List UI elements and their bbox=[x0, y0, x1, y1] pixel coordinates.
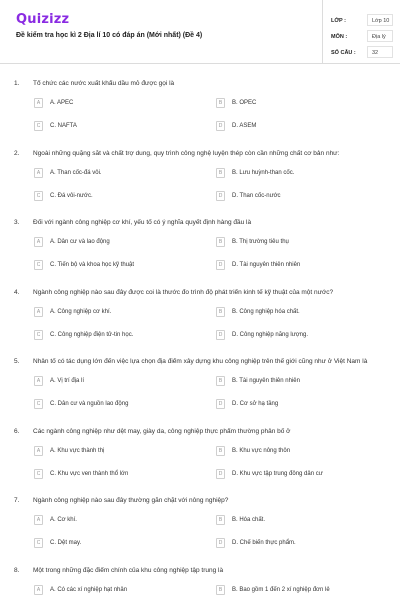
page-header bbox=[0, 0, 400, 64]
option-letter-box: A bbox=[34, 376, 43, 386]
option-text: A. Có các xí nghiệp hạt nhân bbox=[50, 587, 128, 593]
option-letter-box: C bbox=[34, 538, 43, 548]
option-letter-box: B bbox=[216, 98, 225, 108]
option-letter-box: C bbox=[34, 191, 43, 201]
option-text: A. Vị trí địa lí bbox=[50, 378, 85, 384]
question-text: Ngành công nghiệp nào sau đây thường gắn chặt với nông nghiệp? bbox=[33, 497, 229, 504]
option-text: D. Than cốc-nước bbox=[232, 193, 281, 199]
option-letter-box: B bbox=[216, 446, 225, 456]
meta-subject-label: MÔN : bbox=[331, 34, 348, 40]
option-letter-box: A bbox=[34, 307, 43, 317]
meta-count-label: SỐ CÂU : bbox=[331, 50, 356, 56]
option-letter-box: A bbox=[34, 98, 43, 108]
option-letter-box: D bbox=[216, 399, 225, 409]
option-text: B. Tài nguyên thiên nhiên bbox=[232, 378, 300, 384]
option-text: C. NAFTA bbox=[50, 123, 77, 129]
option-letter-box: C bbox=[34, 260, 43, 270]
option-letter-box: C bbox=[34, 330, 43, 340]
option-letter-box: D bbox=[216, 121, 225, 131]
question-text: Tổ chức các nước xuất khẩu dầu mỏ được gọi là bbox=[33, 80, 175, 87]
option-letter-box: D bbox=[216, 330, 225, 340]
option-text: B. OPEC bbox=[232, 100, 257, 106]
document-title: Đề kiểm tra học kì 2 Địa lí 10 có đáp án (Mới nhất) (Đề 4) bbox=[16, 32, 203, 39]
meta-subject bbox=[331, 30, 397, 44]
option-text: B. Bao gồm 1 đến 2 xí nghiệp đơn lẻ bbox=[232, 587, 330, 593]
option-letter-box: D bbox=[216, 260, 225, 270]
option-letter-box: A bbox=[34, 446, 43, 456]
question-text: Ngành công nghiệp nào sau đây được coi là thước đo trình độ phát triển kinh tế kỹ thuật của một nước? bbox=[33, 289, 334, 296]
question-number: 3. bbox=[14, 219, 20, 226]
option-text: A. Cơ khí. bbox=[50, 517, 77, 523]
option-letter-box: A bbox=[34, 515, 43, 525]
option-text: C. Dệt may. bbox=[50, 540, 82, 546]
option-text: A. Công nghiệp cơ khí. bbox=[50, 309, 112, 315]
option-text: D. Tài nguyên thiên nhiên bbox=[232, 262, 301, 268]
option-text: C. Công nghiệp điện tử-tin học. bbox=[50, 332, 134, 338]
option-text: A. Than cốc-đá vôi. bbox=[50, 170, 102, 176]
option-letter-box: B bbox=[216, 515, 225, 525]
option-text: A. Dân cư và lao động bbox=[50, 239, 110, 245]
question-number: 8. bbox=[14, 567, 20, 574]
option-letter-box: B bbox=[216, 168, 225, 178]
option-letter-box: B bbox=[216, 237, 225, 247]
option-text: B. Thị trường tiêu thụ bbox=[232, 239, 289, 245]
question-number: 6. bbox=[14, 428, 20, 435]
question-text: Một trong những đặc điểm chính của khu công nghiệp tập trung là bbox=[33, 567, 224, 574]
option-letter-box: C bbox=[34, 399, 43, 409]
question-number: 5. bbox=[14, 358, 20, 365]
option-text: D. ASEM bbox=[232, 123, 257, 129]
option-text: B. Hóa chất. bbox=[232, 517, 266, 523]
question-text: Các ngành công nghiệp như dệt may, giày da, công nghiệp thực phẩm thường phân bố ở bbox=[33, 428, 291, 435]
meta-panel bbox=[322, 0, 400, 64]
question-number: 1. bbox=[14, 80, 20, 87]
option-text: B. Lưu huỳnh-than cốc. bbox=[232, 170, 295, 176]
option-text: C. Đá vôi-nước. bbox=[50, 193, 93, 199]
option-text: D. Khu vực tập trung đông dân cư bbox=[232, 471, 323, 477]
meta-count-value: 32 bbox=[367, 46, 393, 58]
question-text: Nhân tố có tác dụng lớn đến việc lựa chọn địa điểm xây dựng khu công nghiệp trên thế giới cũng như ở Việt Nam là bbox=[33, 358, 368, 365]
option-letter-box: B bbox=[216, 376, 225, 386]
option-text: A. APEC bbox=[50, 100, 74, 106]
meta-class bbox=[331, 14, 397, 28]
option-letter-box: D bbox=[216, 191, 225, 201]
option-letter-box: A bbox=[34, 168, 43, 178]
meta-class-value: Lớp 10 bbox=[367, 14, 393, 26]
question-text: Đối với ngành công nghiệp cơ khí, yếu tố có ý nghĩa quyết định hàng đầu là bbox=[33, 219, 252, 226]
question-number: 2. bbox=[14, 150, 20, 157]
option-text: B. Khu vực nông thôn bbox=[232, 448, 291, 454]
option-text: D. Công nghiệp năng lượng. bbox=[232, 332, 309, 338]
option-letter-box: D bbox=[216, 469, 225, 479]
meta-count bbox=[331, 46, 397, 60]
option-text: D. Cơ sở hạ tầng bbox=[232, 401, 279, 407]
option-letter-box: D bbox=[216, 538, 225, 548]
question-text: Ngoài những quặng sắt và chất trợ dung, quy trình công nghệ luyện thép còn cần những chất cơ bản như: bbox=[33, 150, 340, 157]
option-text: A. Khu vực thành thị bbox=[50, 448, 105, 454]
option-letter-box: A bbox=[34, 237, 43, 247]
option-text: D. Chế biến thực phẩm. bbox=[232, 540, 296, 546]
meta-subject-value: Địa lý bbox=[367, 30, 393, 42]
question-number: 4. bbox=[14, 289, 20, 296]
option-letter-box: A bbox=[34, 585, 43, 595]
quizizz-logo: Quizizz bbox=[16, 12, 70, 27]
option-letter-box: C bbox=[34, 469, 43, 479]
option-letter-box: B bbox=[216, 307, 225, 317]
option-text: C. Tiến bộ và khoa học kỹ thuật bbox=[50, 262, 135, 268]
option-text: C. Dân cư và nguồn lao động bbox=[50, 401, 129, 407]
option-text: C. Khu vực ven thành thổ lớn bbox=[50, 471, 129, 477]
meta-class-label: LỚP : bbox=[331, 18, 346, 24]
option-letter-box: C bbox=[34, 121, 43, 131]
option-text: B. Công nghiệp hóa chất. bbox=[232, 309, 300, 315]
question-number: 7. bbox=[14, 497, 20, 504]
option-letter-box: B bbox=[216, 585, 225, 595]
